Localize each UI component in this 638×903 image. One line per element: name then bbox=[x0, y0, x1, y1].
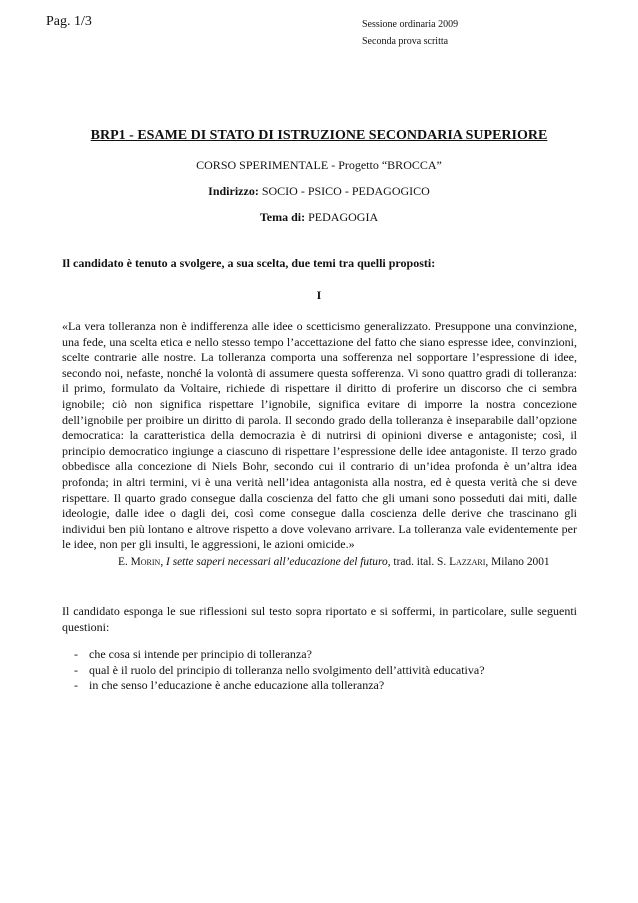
quote-paragraph: «La vera tolleranza non è indifferenza alle idee o scetticismo generalizzato. Presuppone una convinzione, una fede, una scelta etica e nello stesso tempo l’accettazione del fatto che siano espresse idee, convinzioni, scelte contrarie alle nostre. La tolleranza comporta una sofferenza nel sopportare l’espressione di idee, secondo noi, nefaste, nonché la volontà di assumere questa sofferenza. Vi sono quattro gradi di tolleranza: il primo, formulato da Voltaire, richiede di rispettare il diritto di proferire un discorso che ci sembra ignobile; ciò non significa rispettare l’ignobile, significa evitare di imporre la nostra concezione dell’ignobile per proibire un diritto di parola. Il secondo grado della tolleranza è inseparabile dall’opzione democratica: la caratteristica della democrazia è di nutrirsi di opinioni diverse e antagoniste; così, il principio democratico ingiunge a ciascuno di rispettare l’espressione delle idee antagoniste. Il terzo grado obbedisce alla concezione di Niels Bohr, secondo cui il contrario di un’idea profonda è un’altra idea profonda; in altri termini, vi è una verità nell’idea antagonista alla nostra, ed è questa verità che si deve rispettare. Il quarto grado consegue dalla coscienza del fatto che gli umani sono posseduti dai miti, dalle ideologie, dalle idee o dagli dei, così come consegue dalla coscienza delle derive che trascinano gli individui ben più lontano e altrove rispetto a dove volevano arrivare. La tolleranza vale evidentemente per le idee, non per gli insulti, le aggressioni, le azioni omicide.» bbox=[62, 319, 577, 552]
list-item bbox=[74, 663, 485, 679]
session-label: Sessione ordinaria 2009 bbox=[362, 19, 459, 30]
exam-title: BRP1 - ESAME DI STATO DI ISTRUZIONE SECONDARIA SUPERIORE bbox=[90, 128, 548, 143]
questions-list bbox=[74, 647, 485, 694]
citation-translator: Lazzari bbox=[449, 556, 486, 568]
instruction-text: Il candidato è tenuto a svolgere, a sua scelta, due temi tra quelli proposti: bbox=[62, 256, 436, 270]
dash-bullet: - bbox=[74, 662, 78, 677]
session-info bbox=[362, 16, 458, 50]
citation-work: I sette saperi necessari all’educazione del futuro bbox=[166, 556, 388, 568]
dash-bullet: - bbox=[74, 647, 78, 661]
citation-trad: , trad. ital. S. bbox=[387, 556, 450, 568]
section-number: I bbox=[316, 288, 322, 302]
tema-value: PEDAGOGIA bbox=[305, 210, 379, 224]
dash-bullet: - bbox=[74, 678, 78, 693]
page-number: Pag. 1/3 bbox=[46, 14, 92, 29]
question-text: in che senso l’educazione è anche educazione alla tolleranza? bbox=[89, 678, 385, 693]
prompt-paragraph: Il candidato esponga le sue riflessioni sul testo sopra riportato e si soffermi, in particolare, sulle seguenti questioni: bbox=[62, 604, 577, 634]
citation-author: Morin bbox=[130, 556, 161, 568]
list-item bbox=[74, 678, 485, 694]
question-text: qual è il ruolo del principio di tolleranza nello svolgimento dell’attività educativa? bbox=[89, 662, 485, 677]
citation bbox=[118, 556, 550, 568]
citation-place-year: , Milano 2001 bbox=[485, 556, 550, 568]
tema-line bbox=[0, 210, 638, 225]
list-item bbox=[74, 647, 485, 663]
citation-initial: E. bbox=[118, 556, 131, 568]
indirizzo-line bbox=[0, 184, 638, 199]
indirizzo-label: Indirizzo: bbox=[208, 184, 259, 198]
question-text: che cosa si intende per principio di tolleranza? bbox=[89, 647, 312, 661]
course-line: CORSO SPERIMENTALE - Progetto “BROCCA” bbox=[196, 158, 442, 172]
citation-sep: , bbox=[160, 556, 167, 568]
tema-label: Tema di: bbox=[259, 210, 306, 224]
indirizzo-value: SOCIO - PSICO - PEDAGOGICO bbox=[258, 184, 430, 198]
prova-label: Seconda prova scritta bbox=[362, 36, 449, 47]
